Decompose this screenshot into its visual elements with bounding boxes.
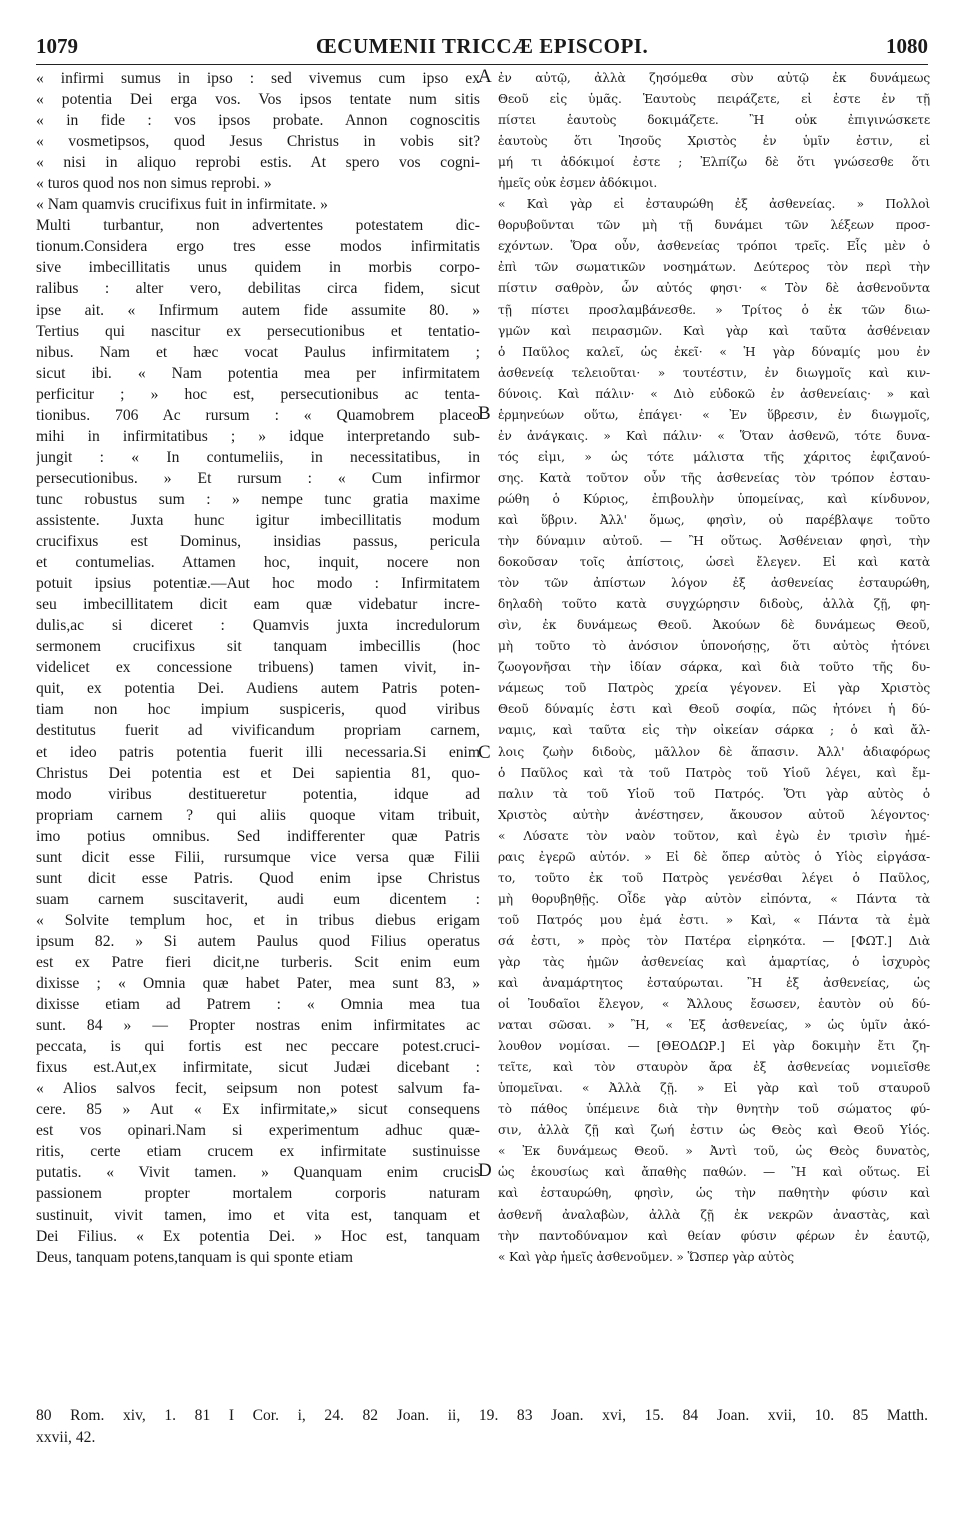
greek-text-line: τὸ πάθος ὑπέμεινε διὰ τὴν θνητὴν τοῦ σώματος φύ-	[498, 1102, 930, 1117]
latin-text-line: sive imbecillitatis unus quidem in morbis corpo-	[36, 259, 480, 277]
greek-text-line: σά ἐστι, » πρὸς τὸν Πατέρα εἰρηκότα. — [ΦΩΤ.] Διὰ	[498, 933, 930, 948]
latin-text-line: sunt. 84 » — Propter nostras enim infirmitates ac	[36, 1017, 480, 1035]
latin-text-line: et ideo patris potentia fuerit illi necessaria.Si enim	[36, 743, 480, 761]
greek-text-line: λοις ζωὴν διδοὺς, μᾶλλον δὲ ἅπασιν. Ἀλλ' ἀδιαφόρως	[498, 744, 930, 759]
greek-text-line: σης. Κατὰ τοῦτον οὖν τῆς ἀσθενείας τὸν τρόπον ἐσταυ-	[498, 470, 930, 485]
greek-text-line: πίστει ἑαυτοὺς δοκιμάζετε. Ἢ οὐκ ἐπιγινώσκετε	[498, 113, 930, 128]
latin-text-line: Deus, tanquam potens,tanquam is qui sponte etiam	[36, 1248, 354, 1266]
latin-text-line: persecutionibus. » Et rursum : « Cum infirmor	[36, 469, 480, 487]
latin-text-line: « Alios salvos fecit, seipsum non potest salvum fa-	[36, 1080, 480, 1098]
greek-text-line: σιν, ἀλλὰ ζῇ καὶ ζωή ἐστιν ὡς Θεὸς καὶ Θεοῦ Υἱός.	[498, 1123, 930, 1138]
greek-text-line: ναμις, καὶ ταῦτα εἰς τὴν οἰκείαν σάρκα ; ὁ καὶ ἄλ-	[498, 723, 930, 738]
latin-text-line: sicut ibi. « Nam potentia mea per infirmitatem	[36, 364, 480, 382]
greek-text-line: ὁ Παῦλος καὶ τὰ τοῦ Πατρὸς τοῦ Υἱοῦ λέγει, καὶ ἔμ-	[498, 765, 930, 780]
greek-text-line: ἀσθενείᾳ τελειοῦται· » τουτέστιν, ἐν διωγμοῖς καὶ κιν-	[498, 365, 930, 380]
greek-text-line: τεῖτε, καὶ τὸν σταυρὸν ἄρα ἐξ ἀσθενείας νομιεῖσθε	[498, 1060, 930, 1075]
greek-text-line: « Ἐκ δυνάμεως Θεοῦ. » Ἀντὶ τοῦ, ὡς Θεὸς δυνατὸς,	[498, 1144, 930, 1159]
page-number-right: 1080	[886, 34, 928, 58]
margin-marker-b: B	[478, 403, 491, 424]
greek-text-line: ἀσθενῆ ἀναλαβὼν, ἀλλὰ ζῇ ἐκ νεκρῶν ἀναστὰς, καὶ	[498, 1207, 930, 1222]
latin-text-line: ritis, certe etiam crucem ex infirmitate sustinuisse	[36, 1143, 480, 1161]
greek-text-line: ἐν αὐτῷ, ἀλλὰ ζησόμεθα σὺν αὐτῷ ἐκ δυνάμεως	[498, 71, 930, 85]
latin-text-line: « nisi in aliquo reprobi estis. At spero vos cogni-	[36, 154, 480, 172]
page-number-left: 1079	[36, 34, 78, 58]
greek-text-line: γμῶν καὶ πειρασμῶν. Καὶ γὰρ καὶ ταῦτα ἀσθένειαν	[498, 323, 930, 338]
footnotes	[36, 1405, 928, 1449]
greek-text-line: ὁ Παῦλος καλεῖ, ὡς ἐκεῖ· « Ἡ γὰρ δύναμίς μου ἐν	[498, 344, 930, 359]
margin-marker-d: D	[478, 1160, 492, 1181]
latin-text-line: Christus Dei potentia est et Dei sapientia 81, quo-	[36, 764, 480, 782]
latin-text-line: Dei Filius. « Ex potentia Dei. » Hoc est, tanquam	[36, 1227, 480, 1245]
latin-text-line: fixus est.Aut,ex infirmitate, sicut Judæi dicebant :	[36, 1059, 480, 1077]
latin-text-line: sustinuit, vivit tamen, imo et vita est, tanquam et	[36, 1206, 480, 1224]
greek-text-line: ἑαυτοὺς ὅτι Ἰησοῦς Χριστὸς ἐν ὑμῖν ἐστιν, εἰ	[498, 134, 930, 149]
latin-text-line: « potentia Dei erga vos. Vos ipsos tentate num sitis	[36, 91, 480, 109]
latin-text-line: videlicet ex concessione tribuens) tamen vivit, in-	[36, 659, 480, 677]
greek-text-line: εχόντων. Ὅρα οὖν, ἀσθενείας τρόποι τρεῖς. Εἷς μὲν ὁ	[498, 239, 930, 254]
latin-column	[36, 68, 480, 1414]
greek-text-line: νάμεως τοῦ Πατρὸς χρεία γέγονεν. Εἰ γὰρ Χριστὸς	[498, 681, 930, 696]
greek-column	[498, 68, 930, 1414]
latin-text-line: destitutus fuerit ad vivificandum propriam carnem,	[36, 722, 480, 740]
greek-text-line: ἡμεῖς οὐκ ἐσμεν ἀδόκιμοι.	[498, 176, 658, 191]
latin-text-line: « Solvite templum hoc, et in tribus diebus erigam	[36, 911, 480, 929]
latin-text-line: assistente. Juxta hunc igitur imbecillitatis modum	[36, 511, 480, 529]
greek-text-line: οἱ Ἰουδαῖοι ἔλεγον, « Ἄλλους ἔσωσεν, ἑαυτὸν οὐ δύ-	[498, 997, 930, 1012]
greek-text-line: καὶ ὕβριν. Ἀλλ' ὅμως, φησὶν, οὐ παρέβλαψε τοῦτο	[498, 512, 930, 527]
greek-text-line: τοῦ Πατρός μου ἐμά ἐστι. » Καὶ, « Πάντα τὰ ἐμὰ	[498, 912, 930, 927]
latin-text-line: « Nam quamvis crucifixus fuit in infirmitate. »	[36, 196, 328, 214]
greek-text-line: τός εἰμι, » ὡς τότε μάλιστα τῆς χάριτος ἐφιζανού-	[498, 449, 930, 464]
latin-text-line: « infirmi sumus in ipso : sed vivemus cum ipso ex	[36, 70, 480, 87]
latin-text-line: potuit ipsius potentiæ.—Aut hoc modo : Infirmitatem	[36, 575, 480, 593]
greek-text-line: τὴν δύναμιν αὐτοῦ. — Ἢ οὕτως. Ἀσθένειαν φησὶ, τὴν	[498, 534, 930, 549]
latin-text-line: Multi turbantur, non advertentes potestatem dic-	[36, 217, 480, 235]
greek-text-line: τὴν παντοδύναμον καὶ θείαν φύσιν φέρων ἐν ἑαυτῷ,	[498, 1228, 930, 1243]
latin-text-line: tionum.Considera ergo tres esse modos infirmitatis	[36, 238, 480, 256]
latin-text-line: quit, ex potentia Dei. Audiens autem Patris poten-	[36, 680, 480, 698]
greek-text-line: ναται σῶσαι. » Ἢ, « Ἐξ ἀσθενείας, » ὡς ὑμῖν ἀκό-	[498, 1018, 930, 1033]
latin-text-line: Tertius qui nascitur ex persecutionibus et tentatio-	[36, 322, 480, 340]
latin-text-line: « turos quod nos non simus reprobi. »	[36, 175, 272, 193]
greek-text-line: « Λύσατε τὸν ναὸν τοῦτον, καὶ ἐγὼ ἐν τρισὶν ἡμέ-	[498, 828, 930, 843]
latin-text-line: imo potius omnibus. Sed indifferenter quæ Patris	[36, 827, 480, 845]
greek-text-line: τὸν τῶν ἀπίστων λόγον ἐξ ἀσθενείας ἐσταυρώθη,	[498, 576, 930, 591]
latin-text-line: tunc robustus sum : » nempe tunc gratia maxime	[36, 490, 480, 508]
footnote-line: xxvii, 42.	[36, 1429, 96, 1446]
greek-text-line: μή τι ἀδόκιμοί ἐστε ; Ἐλπίζω δὲ ὅτι γνώσεσθε ὅτι	[498, 155, 930, 170]
greek-text-line: « Καὶ γὰρ ἡμεῖς ἀσθενοῦμεν. » Ὥσπερ γὰρ αὐτὸς	[498, 1249, 794, 1264]
latin-text-line: et contumelias. Attamen hoc, inquit, nocere non	[36, 554, 480, 572]
greek-text-line: ραις ἐγερῶ αὐτόν. » Εἰ δὲ ὅπερ αὐτὸς ὁ Υἱὸς εἰργάσα-	[498, 849, 930, 864]
greek-text-line: καὶ ἀναμάρτητος ἐσταύρωται. Ἢ ἐξ ἀσθενείας, ὡς	[498, 976, 930, 991]
latin-text-line: sunt dicit esse Filii, rursumque vice versa quæ Filii	[36, 848, 480, 866]
latin-text-line: est vos opinari.Nam si experimentum adhuc quæ-	[36, 1122, 480, 1140]
greek-text-line: « Καὶ γὰρ εἰ ἐσταυρώθη ἐξ ἀσθενείας. » Πολλοὶ	[498, 197, 930, 212]
margin-marker-a: A	[478, 66, 492, 87]
latin-text-line: est ex Patre fieri dicit,ne turberis. Scit enim eum	[36, 953, 480, 971]
greek-text-line: το, τοῦτο ἐκ τοῦ Πατρὸς γενέσθαι λέγει ὁ Παῦλος,	[498, 870, 930, 885]
latin-text-line: propriam carnem ? qui aliis quoque vitam tribuit,	[36, 806, 480, 824]
latin-text-line: passionem propter mortalem corporis naturam	[36, 1185, 480, 1203]
page-header	[36, 34, 928, 60]
latin-text-line: putatis. « Vivit tamen. » Quanquam enim crucis	[36, 1164, 480, 1182]
running-title: ŒCUMENII TRICCÆ EPISCOPI.	[315, 34, 649, 58]
greek-text-line: ὑπομεῖναι. « Ἀλλὰ ζῇ. » Εἰ γὰρ καὶ τοῦ σταυροῦ	[498, 1081, 930, 1096]
latin-text-line: dulis,ac si diceret : Quamvis juxta incredulorum	[36, 617, 480, 635]
greek-text-line: παλιν τὰ τοῦ Υἱοῦ τοῦ Πατρός. Ὅτι γὰρ αὐτὸς ὁ	[498, 786, 930, 801]
latin-text-line: « in fide : vos ipsos probate. Annon cognoscitis	[36, 112, 480, 130]
greek-text-line: πίστιν σαθρὸν, ὧν αὐτός φησι· « Τὸν δὲ ἀσθενοῦντα	[498, 281, 930, 296]
greek-text-line: ζωογονῆσαι τὴν ἰδίαν σάρκα, καὶ διὰ τοῦτο τῆς δυ-	[498, 660, 930, 675]
greek-text-line: μὴ τοῦτο τὸ ἀνόσιον ὑπονοήσῃς, ὅτι αὐτὸς ἠτόνει	[498, 639, 930, 654]
latin-text-line: peccata, is qui fortis est nec peccare potest.cruci-	[36, 1038, 480, 1056]
latin-text-line: sunt dicit esse Patris. Quod enim ipse Christus	[36, 869, 480, 887]
header-rule	[36, 64, 928, 65]
greek-text-line: σὶν, ἐκ δυνάμεως Θεοῦ. Ἀκούων δὲ δυνάμεως Θεοῦ,	[498, 618, 930, 633]
latin-text-line: « vosmetipsos, quod Jesus Christus in vobis sit?	[36, 133, 480, 151]
latin-text-line: tiam non hoc impium suspiceris, quod viribus	[36, 701, 480, 719]
greek-text-line: γὰρ τὰς ἡμῶν ἀσθενείας καὶ ἁμαρτίας, ὁ ἰσχυρὸς	[498, 954, 930, 969]
latin-text-line: dixisse ; « Omnia quæ habet Pater, mea sunt 83, »	[36, 975, 480, 993]
latin-text-line: modo viribus destitueretur potentia, idque ad	[36, 785, 480, 803]
greek-text-line: ἑρμηνεύων οὕτω, ἐπάγει· « Ἐν ὕβρεσιν, ἐν διωγμοῖς,	[498, 407, 930, 422]
greek-text-line: δύνοις. Καὶ πάλιν· « Διὸ εὐδοκῶ ἐν ἀσθενείαις· » καὶ	[498, 386, 930, 401]
latin-text-line: ralibus : alter vero, debilitas circa fidem, sicut	[36, 280, 480, 298]
latin-text-line: mihi in infirmitatibus ; » idque interpretando sub-	[36, 427, 480, 445]
greek-text-line: καὶ ἐσταυρώθη, φησὶν, ὡς τὴν παθητὴν φύσιν καὶ	[498, 1186, 930, 1201]
greek-text-line: θορυβοῦνται τῶν μὴ τῇ δυνάμει τῶν λέξεων προσ-	[498, 218, 930, 233]
greek-text-line: Χριστὸς αὐτὴν ἀνέστησεν, ἄκουσον αὐτοῦ λέγοντος·	[498, 807, 930, 822]
latin-text-line: nibus. Nam et hæc vocat Paulus infirmitatem ;	[36, 343, 480, 361]
latin-text-line: ipse ait. « Infirmum autem fide assumite 80. »	[36, 301, 480, 319]
latin-text-line: cere. 85 » Aut « Ex infirmitate,» sicut consequens	[36, 1101, 480, 1119]
latin-text-line: dixisse etiam ad Patrem : « Omnia mea tua	[36, 996, 480, 1014]
footnote-line: 80 Rom. xiv, 1. 81 I Cor. i, 24. 82 Joan. ii, 19. 83 Joan. xvi, 15. 84 Joan. xvii, 10. 85 Matth.	[36, 1407, 928, 1424]
greek-text-line: δηλαδὴ τοῦτο κατὰ συγχώρησιν διδοὺς, ἀλλὰ ζῇ, φη-	[498, 597, 930, 612]
latin-text-line: sermonem crucifixus sit tanquam imbecillis (hoc	[36, 638, 480, 656]
latin-text-line: ipsum 82. » Si autem Paulus quod Filius operatus	[36, 932, 480, 950]
greek-text-line: ὡς ἑκουσίως καὶ ἄπαθὴς παθών. — Ἢ καὶ οὕτως. Εἰ	[498, 1165, 930, 1180]
greek-text-line: Θεοῦ εἰς ὑμᾶς. Ἑαυτοὺς πειράζετε, εἰ ἐστε ἐν τῇ	[498, 92, 930, 107]
latin-text-line: seu imbecillitatem dicit eam quæ videbatur incre-	[36, 596, 480, 614]
latin-text-line: crucifixus est Dominus, insidias passus, pericula	[36, 533, 480, 551]
greek-text-line: Θεοῦ δύναμίς ἐστι καὶ Θεοῦ σοφία, πῶς ἠτόνει ἡ δύ-	[498, 702, 930, 717]
greek-text-line: τῇ πίστει προσλαμβάνεσθε. » Τρίτος ὁ ἐκ τῶν διω-	[498, 302, 930, 317]
greek-text-line: ρώθη ὁ Κύριος, ἐπιβουλὴν ὑπομείνας, καὶ κίνδυνον,	[498, 491, 930, 506]
margin-marker-c: C	[478, 742, 491, 763]
greek-text-line: ἐν ἀνάγκαις. » Καὶ πάλιν· « Ὅταν ἀσθενῶ, τότε δυνα-	[498, 428, 930, 443]
latin-text-line: jungit : « In contumeliis, in necessitatibus, in	[36, 448, 480, 466]
latin-text-line: perficitur ; » hoc est, persecutionibus ac tenta-	[36, 385, 480, 403]
greek-text-line: δοκοῦσαν τοῖς ἀπίστοις, ὡσεὶ ἔλεγεν. Εἰ καὶ κατὰ	[498, 555, 930, 570]
greek-text-line: μὴ θορυβηθῇς. Οἶδε γὰρ αὐτὸν εἰπόντα, « Πάντα τὰ	[498, 891, 930, 906]
latin-text-line: tionibus. 706 Ac rursum : « Quamobrem placeo	[36, 406, 480, 424]
latin-text-line: suam carnem suscitaverit, audi eum dicentem :	[36, 890, 480, 908]
greek-text-line: ἐπὶ τῶν σωματικῶν νοσημάτων. Δεύτερος τὸν περὶ τὴν	[498, 260, 930, 275]
greek-text-line: λουθον νομίσαι. — [ΘΕΟΔΩΡ.] Εἰ γὰρ δοκιμὴν ἔτι ζη-	[498, 1039, 930, 1054]
